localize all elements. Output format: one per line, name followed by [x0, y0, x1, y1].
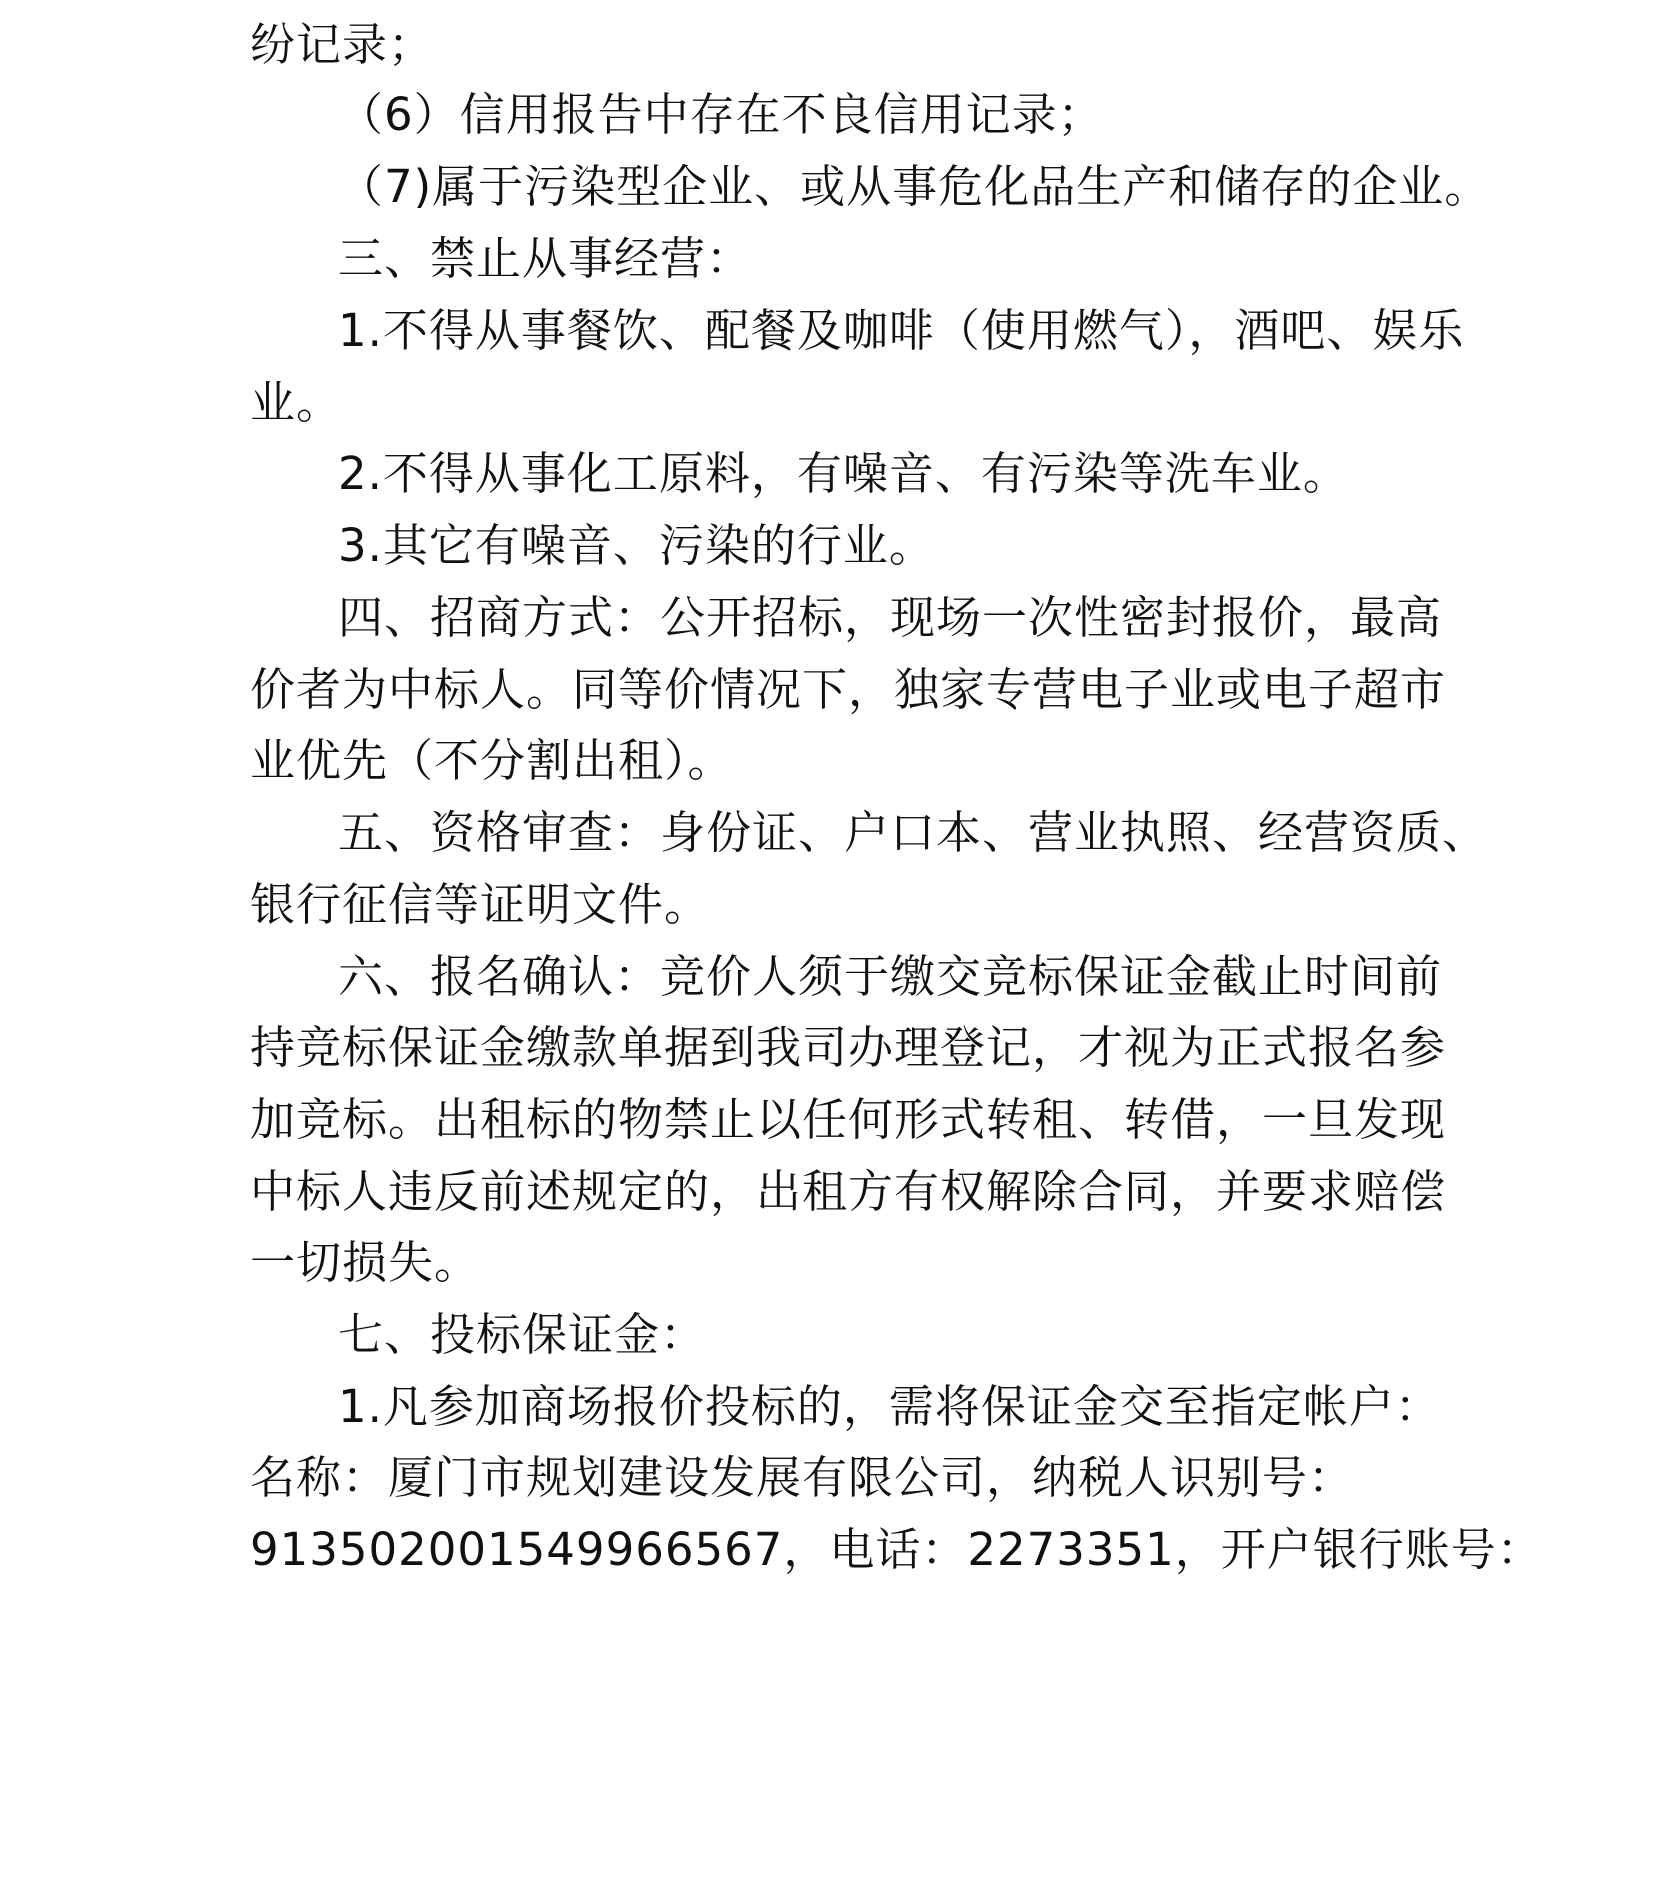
- text-line: 业优先（不分割出租）。: [250, 734, 734, 787]
- text-line: 业。: [250, 376, 343, 429]
- text-line: 913502001549966567，电话：2273351，开户银行账号：: [250, 1523, 1543, 1576]
- text-line: 3.其它有噪音、污染的行业。: [338, 519, 935, 572]
- text-line: （7)属于污染型企业、或从事危化品生产和储存的企业。: [338, 160, 1491, 213]
- section-heading: 七、投标保证金：: [338, 1308, 707, 1361]
- text-line: （6）信用报告中存在不良信用记录；: [338, 88, 1104, 141]
- text-line: 价者为中标人。同等价情况下，独家专营电子业或电子超市: [250, 663, 1447, 716]
- section-heading: 五、资格审查：身份证、户口本、营业执照、经营资质、: [338, 806, 1489, 859]
- section-heading: 六、报名确认：竞价人须于缴交竞标保证金截止时间前: [338, 950, 1443, 1003]
- section-heading: 四、招商方式：公开招标，现场一次性密封报价，最高: [338, 591, 1443, 644]
- text-line: 1.不得从事餐饮、配餐及咖啡（使用燃气），酒吧、娱乐: [338, 304, 1465, 357]
- text-line: 1.凡参加商场报价投标的，需将保证金交至指定帐户：: [338, 1380, 1441, 1433]
- text-line: 中标人违反前述规定的，出租方有权解除合同，并要求赔偿: [250, 1165, 1447, 1218]
- text-line: 持竞标保证金缴款单据到我司办理登记，才视为正式报名参: [250, 1021, 1447, 1074]
- section-heading: 三、禁止从事经营：: [338, 232, 753, 285]
- text-line: 银行征信等证明文件。: [250, 878, 711, 931]
- text-line: 名称：厦门市规划建设发展有限公司，纳税人识别号：: [250, 1451, 1355, 1504]
- text-line: 一切损失。: [250, 1236, 481, 1289]
- text-line: 纷记录；: [250, 18, 435, 71]
- text-line: 2.不得从事化工原料，有噪音、有污染等洗车业。: [338, 447, 1349, 500]
- text-line: 加竞标。出租标的物禁止以任何形式转租、转借，一旦发现: [250, 1093, 1447, 1146]
